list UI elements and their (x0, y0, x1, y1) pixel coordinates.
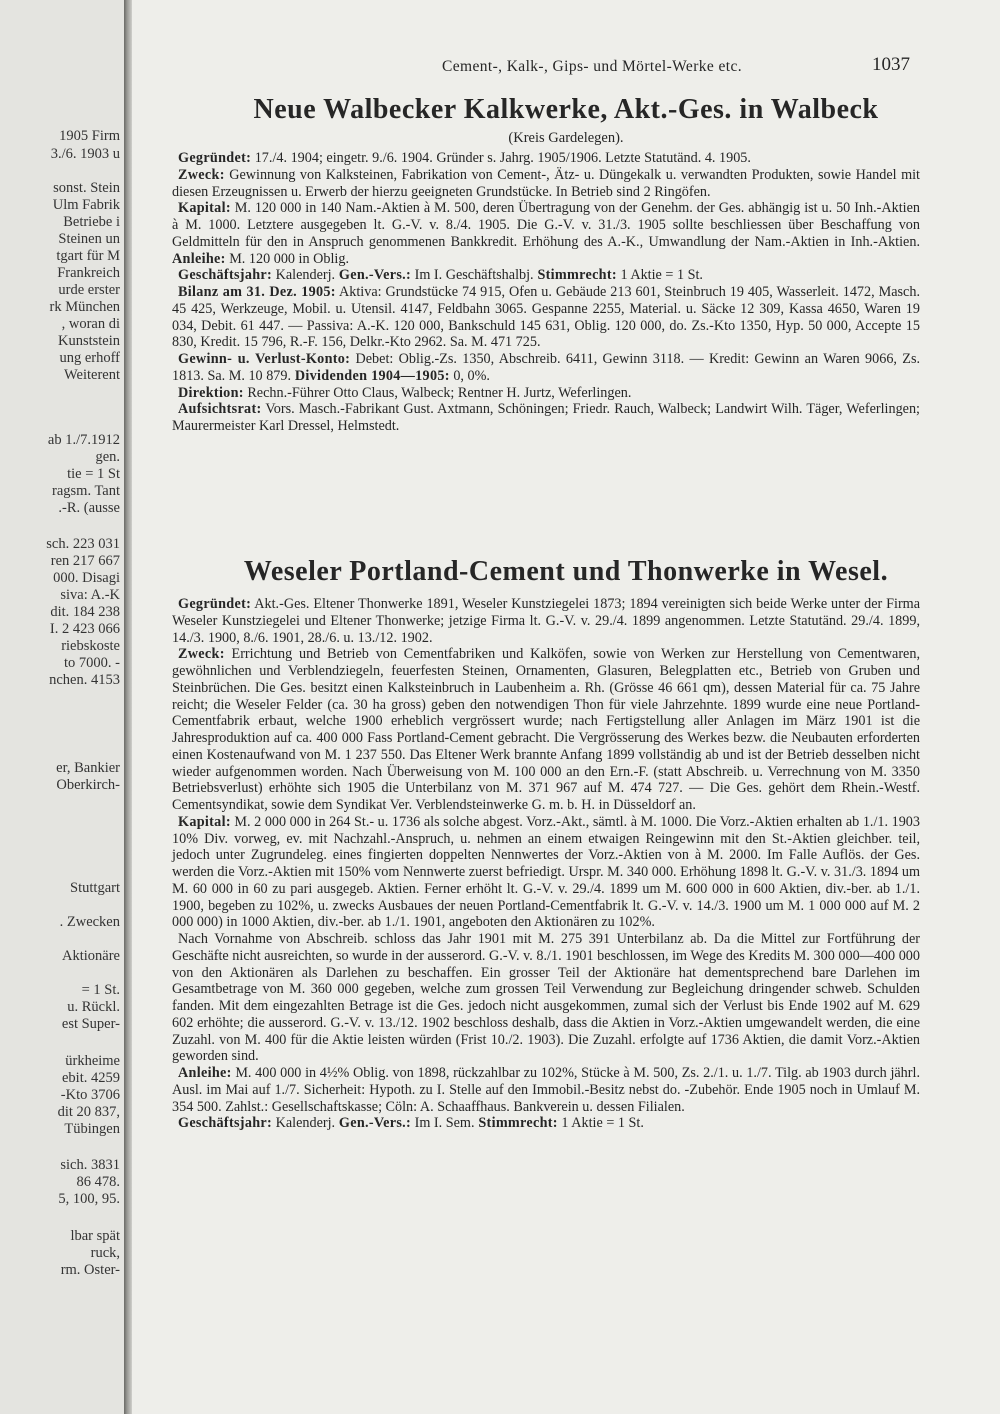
entry-text: M. 120 000 in Oblig. (225, 250, 349, 267)
left-page-fragment: Ulm Fabrik (52, 197, 120, 213)
left-page-fragment: 3./6. 1903 u (50, 146, 120, 162)
left-page-fragment: rm. Oster- (60, 1262, 120, 1278)
section-title-wesel: Weseler Portland-Cement und Thonwerke in Wesel. (243, 556, 889, 587)
entry-text: Debet: Oblig.-Zs. 1350, Abschreib. 6411, Gewinn 3118. — Kredit: Gewinn an Waren 9066, Zs. 1813. Sa. M. 10 879. (172, 351, 921, 384)
left-page-fragment: Aktionäre (62, 948, 120, 964)
entry-paragraph (172, 1115, 920, 1132)
entry-label: Geschäftsjahr: (178, 1115, 273, 1132)
left-page-fragment: Weiterent (64, 367, 120, 383)
left-page-fragment: Frankreich (57, 265, 120, 281)
entry-text: Gewinnung von Kalksteinen, Fabrikation von Cement-, Ätz- u. Düngekalk u. verwandten Produkten, sowie Handel mit diesen Erzeugnissen u. Erwerb der hierzu geeigneten Grundstücke. In Betrieb sind 2 Ringöfen. (172, 166, 920, 200)
entry-text: 0, 0%. (449, 367, 490, 384)
left-page-fragment: = 1 St. (81, 982, 120, 998)
left-page-fragment: lbar spät (70, 1228, 120, 1244)
entry-text: Rechn.-Führer Otto Claus, Walbeck; Rentner H. Jurtz, Weferlingen. (243, 384, 632, 401)
left-page-fragment: to 7000. - (64, 655, 120, 671)
left-page-fragment: Tübingen (64, 1121, 120, 1137)
entry-text: Kalenderj. (272, 267, 336, 284)
left-page-fragment: nchen. 4153 (49, 672, 120, 688)
entry-paragraph (172, 646, 920, 814)
entry-paragraph (172, 267, 920, 284)
entry-label: Anleihe: (178, 1065, 232, 1081)
left-page-fragment: ragsm. Tant (52, 483, 120, 499)
left-page-fragment: Oberkirch- (56, 777, 120, 793)
entry-label: Gegründet: (178, 150, 252, 166)
entry-label: Gegründet: (178, 596, 252, 612)
left-page-fragment: dit. 184 238 (50, 604, 120, 620)
entry-label: Zweck: (178, 646, 225, 663)
left-page-fragment: . Zwecken (59, 914, 120, 930)
right-page (132, 0, 1000, 1414)
entry-paragraph (172, 167, 920, 201)
left-page-fragment: Kunststein (57, 333, 120, 349)
left-page-fragment: tgart für M (56, 248, 120, 264)
left-page-fragment: ung erhoff (59, 350, 120, 366)
left-page-fragment: ürkheime (65, 1053, 120, 1069)
left-page-fragment: Stuttgart (70, 880, 120, 896)
entry-text: 1 Aktie = 1 St. (616, 267, 703, 284)
left-page-edge (0, 0, 124, 1414)
entry-text: 17./4. 1904; eingetr. 9./6. 1904. Gründer s. Jahrg. 1905/1906. Letzte Statutänd. 4. 1905. (251, 150, 751, 166)
entry-label: Bilanz am 31. Dez. 1905: (178, 284, 336, 300)
entry-label: Stimmrecht: (474, 1115, 558, 1132)
section-title-walbeck: Neue Walbecker Kalkwerke, Akt.-Ges. in Walbeck (253, 94, 879, 125)
left-page-fragment: sich. 3831 (60, 1157, 120, 1173)
entry-label: Kapital: (178, 200, 231, 217)
left-page-fragment: .-R. (ausse (58, 500, 120, 516)
entry-label: Geschäftsjahr: (178, 267, 273, 284)
section-body-walbeck (172, 150, 920, 435)
entry-label: Aufsichtsrat: (178, 401, 262, 418)
left-page-fragment: siva: A.-K (60, 587, 120, 603)
left-page-fragment: ebit. 4259 (62, 1070, 120, 1086)
entry-text: Kalenderj. (272, 1115, 336, 1132)
left-page-fragment: est Super- (61, 1016, 120, 1032)
entry-paragraph (172, 200, 920, 267)
left-page-fragment: er, Bankier (56, 760, 120, 776)
entry-label: Gen.-Vers.: (335, 1115, 412, 1132)
entry-text: Im I. Geschäftshalbj. (411, 267, 534, 284)
left-page-fragment: gen. (95, 449, 120, 465)
entry-text: 1 Aktie = 1 St. (557, 1115, 644, 1132)
entry-text: M. 400 000 in 4½% Oblig. von 1898, rückzahlbar zu 102%, Stücke à M. 500, Zs. 2./1. u. 1./7. Tilg. ab 1903 durch jährl. Ausl. im Mai auf 1./7. Sicherheit: Hypoth. zu I. Stelle auf den Immobil.-Besitz nebst do. -Zubehör. Ende 1905 noch in Umlauf M. 354 500. Zahlst.: Gesellschaftskasse; Cöln: A. Schaaffhaus. Bankverein u. dessen Filialen. (172, 1065, 920, 1115)
entry-text: Nach Vornahme von Abschreib. schloss das Jahr 1901 mit M. 275 391 Unterbilanz ab. Da die Mittel zur Fortführung der Geschäfte nicht ausreichten, so wurde in der ausserord. G.-V. v. 8./1. 1901 beschlossen, im Wege des Kredits M. 300 000—400 000 von den Aktionären als Darlehen zu beschaffen. Ein grosser Teil der Aktionäre hat dementsprechend bare Darlehen im Gesamtbetrage von M. 360 000 gegeben, welche zum grossen Teil Verwendung zur Begleichung dringender schweb. Schulden fanden. Mit dem eingezahlten Betrage ist die Ges. jedoch nicht ausgekommen, zumal sich der Verlust bis Ende 1902 auf M. 629 602 erhöhte; die ausserord. G.-V. v. 13./12. 1902 beschloss deshalb, dass die Aktien in Vorz.-Aktien umgewandelt werden, die eine Zuzahl. von M. 400 für die Aktie leisten würden (Frist 10./2. 1903). Die Zuzahl. erfolgte auf 1736 Aktien, die damit Vorz.-Aktien geworden sind. (172, 931, 920, 1065)
entry-text: M. 2 000 000 in 264 St.- u. 1736 als solche abgest. Vorz.-Akt., sämtl. à M. 1000. Die Vorz.-Aktien erhalten ab 1./1. 1903 10% Div. vorweg, ev. mit Nachzahl.-Anspruch, u. nehmen an einem etwaigen Reingewinn mit den St.-Aktien gleichber. teil, jedoch unter Zugrundeleg. eines fingierten doppelten Nennwertes der Vorz.-Aktien von à M. 2000. Im Falle Auflös. der Ges. werden die Vorz.-Aktien mit 150% vom Nennwerte zuerst befriedigt. Urspr. M. 340 000. Erhöhung 1898 lt. G.-V. v. 31./3. 1894 um M. 60 000 in 60 zu pari ausgegeb. Aktien. Ferner erhöht lt. G.-V. v. 29./4. 1899 um M. 600 000 in 600 Aktien, div.-ber. ab 1./1. 1900, begeben zu 102%, u. zwecks Ausbaues der neuen Portland-Cementfabrik lt. G.-V. v. 14./3. 1900 um M. 1 000 000 auf M. 2 000 000) in 1000 Aktien, div.-ber. ab 1./1. 1901, angeboten den Aktionären zu 102%. (172, 813, 920, 931)
entry-paragraph (172, 385, 920, 402)
left-page-fragment: Steinen un (58, 231, 120, 247)
left-page-fragment: 5, 100, 95. (58, 1191, 120, 1207)
entry-paragraph (172, 931, 920, 1065)
page-number: 1037 (872, 54, 910, 75)
left-page-fragment: I. 2 423 066 (49, 621, 120, 637)
entry-text: Vors. Masch.-Fabrikant Gust. Axtmann, Schöningen; Friedr. Rauch, Walbeck; Landwirt Wilh. Täger, Weferlingen; Maurermeister Karl Dressel, Helmstedt. (172, 401, 920, 434)
entry-text: M. 120 000 in 140 Nam.-Aktien à M. 500, deren Übertragung von der Genehm. der Ges. abhängig ist u. 50 Inh.-Aktien à M. 1000. Letztere ausgegeben lt. G.-V. v. 8./4. 1905. Die G.-V. v. 31./3. 1905 sollte beschliessen über Beschaffung von Geldmitteln für den in Anspruch genommenen Bankkredit. Erhöhung des A.-K., Umwandlung der Nam.-Aktien in Inh.-Aktien. (172, 200, 920, 250)
entry-label: Gen.-Vers.: (335, 267, 412, 284)
left-page-fragment: rk München (49, 299, 120, 315)
left-page-fragment: -Kto 3706 (60, 1087, 120, 1103)
entry-label: Kapital: (178, 813, 231, 830)
entry-paragraph (172, 1065, 920, 1115)
entry-label: Zweck: (178, 166, 225, 183)
entry-label: Anleihe: (172, 250, 226, 267)
book-gutter (124, 0, 132, 1414)
left-page-fragment: Betriebe i (63, 214, 120, 230)
left-page-fragment: 1905 Firm (59, 128, 120, 144)
entry-paragraph (172, 596, 920, 646)
entry-paragraph (172, 401, 920, 435)
section-body-wesel (172, 596, 920, 1132)
left-page-fragment: urde erster (58, 282, 120, 298)
entry-text: Errichtung und Betrieb von Cementfabriken und Kalköfen, sowie von Werken zur Herstellung von Cementwaren, gewöhnlichen und Verblendziegeln, feuerfesten Steinen, Ornamenten, Glasuren, Belegplatten etc., Betrieb von Gruben und Steinbrüchen. Die Ges. besitzt einen Kalksteinbruch in Laubenheim a. Rh. (Grösse 46 661 qm), dessen Material für ca. 75 Jahre reicht; die Weseler Felder (ca. 30 ha gross) geben den notwendigen Thon für viele Jahrzehnte. 1899 wurde eine neue Portland-Cementfabrik erbaut, welche 1900 erheblich vergrössert wurde; nach Fertigstellung aller Anlagen im März 1901 ist die Jahresproduktion auf ca. 400 000 Fass Portland-Cement gebracht. Die Vergrösserung des Werkes bezw. die Neubauten erforderten einen Kostenaufwand von M. 1 237 550. Das Eltener Werk brannte Anfang 1899 vollständig ab und ist der Betrieb desselben nicht wieder aufgenommen worden. Nach Überweisung von M. 100 000 an den Ern.-F. (statt Abschreib. u. Verrechnung von M. 3350 Betriebsverlust) erhöhte sich 1905 die Unterbilanz von M. 371 967 auf M. 474 727. — Die Ges. gehört dem Rhein.-Westf. Cementsyndikat, sowie dem Syndikat Ver. Verblendsteinwerke G. m. b. H. in Düsseldorf an. (172, 646, 920, 813)
running-header: Cement-, Kalk-, Gips- und Mörtel-Werke etc. (441, 58, 743, 75)
entry-label: Dividenden 1904—1905: (291, 367, 450, 384)
left-page-fragment: 000. Disagi (53, 570, 120, 586)
entry-paragraph (172, 284, 920, 351)
entry-paragraph (172, 150, 920, 167)
left-page-fragment: tie = 1 St (67, 466, 120, 482)
entry-label: Gewinn- u. Verlust-Konto: (178, 351, 351, 367)
entry-text: Akt.-Ges. Eltener Thonwerke 1891, Weseler Kunstziegelei 1873; 1894 vereinigten sich beide Werke unter der Firma Weseler Kunstziegelei und Eltener Thonwerke; jetzige Firma lt. G.-V. v. 29./4. 1899 angenommen. Letzte Statutänd. 29./4. 1899, 14./3. 1900, 8./6. 1901, 28./6. u. 13./12. 1902. (172, 596, 920, 646)
left-page-fragment: ruck, (90, 1245, 120, 1261)
left-page-fragment: dit 20 837, (57, 1104, 120, 1120)
left-page-fragment: 86 478. (76, 1174, 120, 1190)
left-page-fragment: ab 1./7.1912 (47, 432, 120, 448)
entry-text: Aktiva: Grundstücke 74 915, Ofen u. Gebäude 213 601, Steinbruch 19 405, Wasserleit. 1472, Masch. 45 425, Werkzeuge, Mobil. u. Utensil. 4147, Feldbahn 3065. Gespanne 2255, Material. u. Säcke 12 309, Kassa 4650, Waren 19 034, Debit. 61 447. — Passiva: A.-K. 120 000, Bankschuld 145 631, Oblig. 120 000, do. Zs.-Kto 1350, Hyp. 50 000, Accepte 15 830, Kredit. 15 796, R.-F. 156, Delkr.-Kto 2962. Sa. M. 471 725. (172, 284, 920, 351)
entry-paragraph (172, 814, 920, 931)
left-page-fragment: ren 217 667 (50, 553, 120, 569)
entry-label: Direktion: (178, 384, 244, 401)
left-page-fragment: sch. 223 031 (46, 536, 120, 552)
left-page-fragment: , woran di (61, 316, 120, 332)
section-subtitle-walbeck: (Kreis Gardelegen). (508, 130, 624, 146)
left-page-fragment: sonst. Stein (53, 180, 120, 196)
entry-label: Stimmrecht: (533, 267, 617, 284)
entry-text: Im I. Sem. (411, 1115, 475, 1132)
left-page-fragment: u. Rückl. (67, 999, 120, 1015)
entry-paragraph (172, 351, 920, 385)
left-page-fragment: riebskoste (61, 638, 120, 654)
